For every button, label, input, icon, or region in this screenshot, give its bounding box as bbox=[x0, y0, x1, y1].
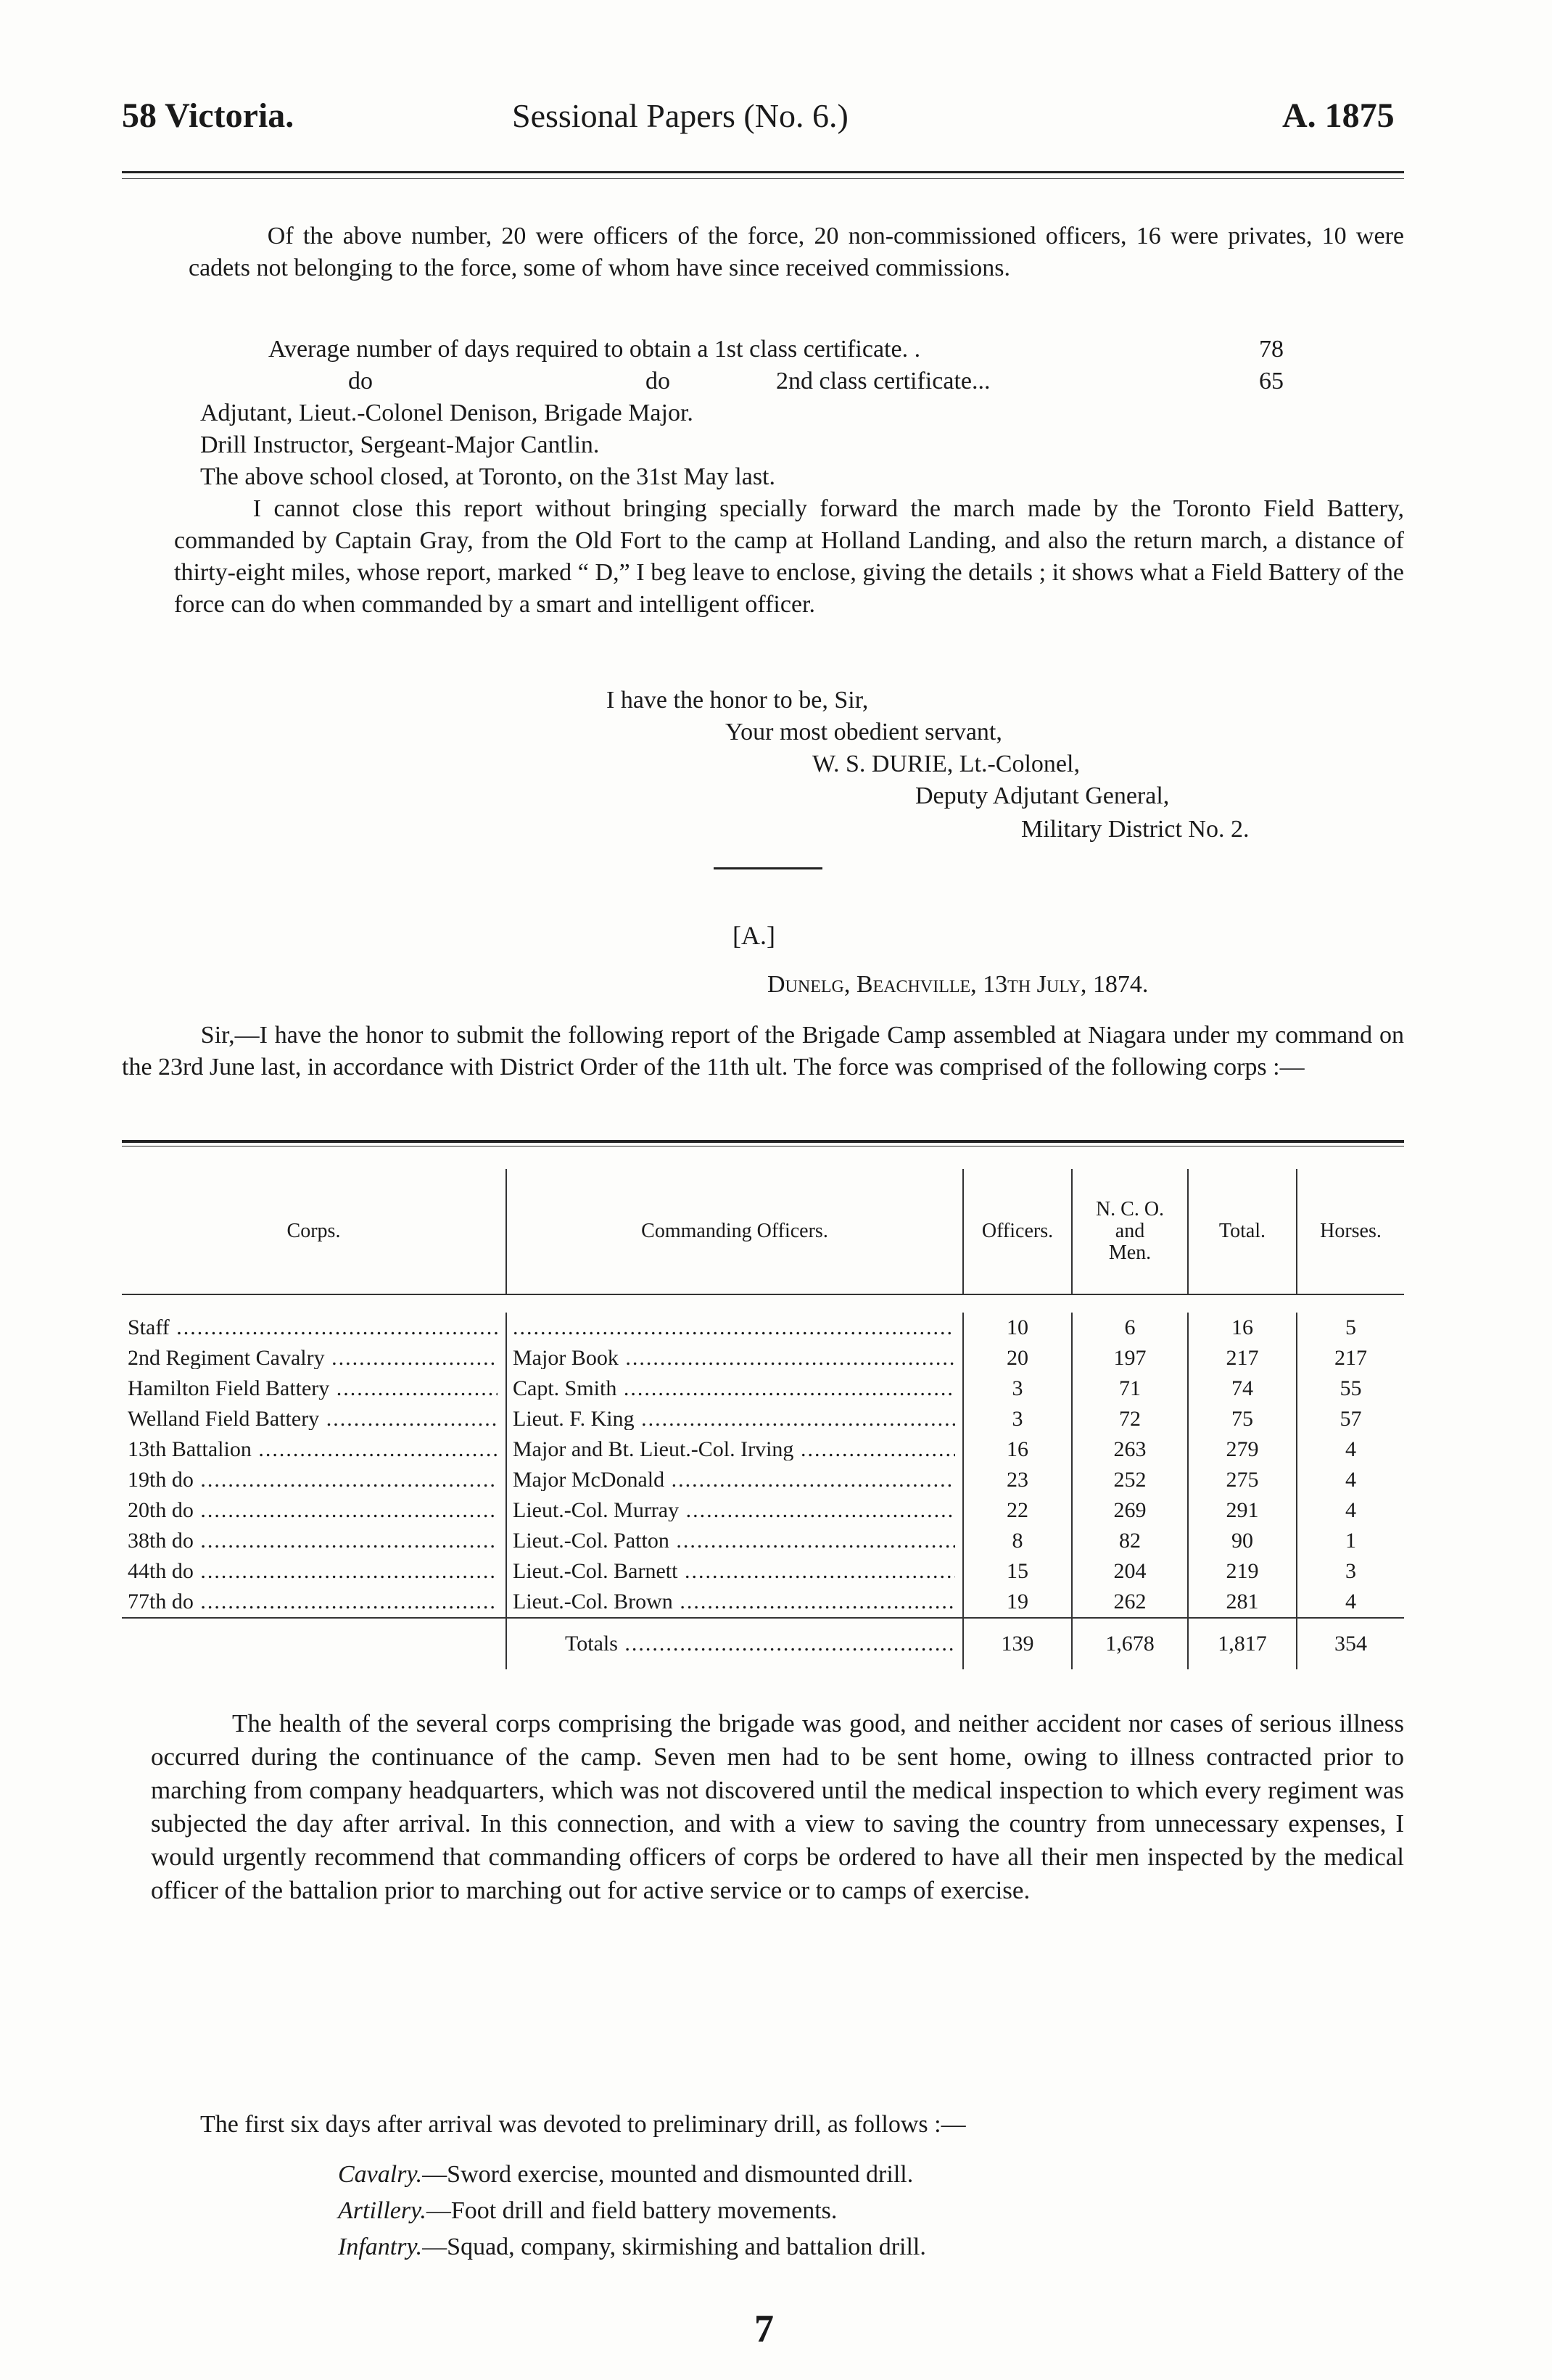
table-row bbox=[122, 1373, 1404, 1404]
commanding-officer-cell: Capt. Smith ..... bbox=[506, 1373, 963, 1404]
cert-line-2-label: 2nd class certificate... bbox=[776, 368, 991, 394]
commanding-officer-cell: Lieut.-Col. Murray ..... bbox=[506, 1495, 963, 1526]
table-top-rule bbox=[122, 1140, 1404, 1143]
table-row bbox=[122, 1495, 1404, 1526]
table-row bbox=[122, 1465, 1404, 1495]
corps-cell: 44th do ..... bbox=[122, 1556, 506, 1587]
commanding-officer-cell bbox=[506, 1313, 963, 1343]
totals-nco: 1,678 bbox=[1072, 1618, 1188, 1669]
table-row bbox=[122, 1313, 1404, 1343]
total-cell: 279 bbox=[1188, 1434, 1297, 1465]
officers-cell: 15 bbox=[963, 1556, 1072, 1587]
nco-men-cell: 72 bbox=[1072, 1404, 1188, 1434]
officers-paragraph-block bbox=[189, 220, 1404, 284]
cert-line-2-do-b: do bbox=[645, 368, 670, 394]
nco-men-cell: 252 bbox=[1072, 1465, 1188, 1495]
cert-line-1-value: 78 bbox=[1259, 336, 1284, 363]
officers-cell: 19 bbox=[963, 1587, 1072, 1618]
nco-men-cell: 82 bbox=[1072, 1526, 1188, 1556]
nco-men-cell: 204 bbox=[1072, 1556, 1188, 1587]
nco-men-cell: 6 bbox=[1072, 1313, 1188, 1343]
sir-paragraph-block bbox=[122, 1020, 1404, 1083]
nco-men-cell: 269 bbox=[1072, 1495, 1188, 1526]
table-row bbox=[122, 1434, 1404, 1465]
drill-list bbox=[338, 2157, 1353, 2265]
table-row bbox=[122, 1587, 1404, 1618]
horses-cell: 4 bbox=[1297, 1495, 1404, 1526]
totals-label: Totals ..... bbox=[506, 1618, 963, 1669]
officers-cell: 20 bbox=[963, 1343, 1072, 1373]
signature-title-1: Deputy Adjutant General, bbox=[915, 782, 1170, 809]
horses-cell: 4 bbox=[1297, 1465, 1404, 1495]
nco-men-cell: 262 bbox=[1072, 1587, 1188, 1618]
corps-cell: 13th Battalion ..... bbox=[122, 1434, 506, 1465]
commanding-officer-cell: Lieut.-Col. Brown ..... bbox=[506, 1587, 963, 1618]
horses-cell: 5 bbox=[1297, 1313, 1404, 1343]
certificate-block bbox=[268, 334, 1284, 397]
corps-cell: 2nd Regiment Cavalry ..... bbox=[122, 1343, 506, 1373]
corps-cell: 38th do ..... bbox=[122, 1526, 506, 1556]
officers-paragraph: Of the above number, 20 were officers of the force, 20 non-commissioned officers, 16 were privates, 10 were cadets not belonging to the force, some of whom have since received commissions. bbox=[189, 223, 1404, 281]
header-year: A. 1875 bbox=[1282, 96, 1395, 135]
total-cell: 90 bbox=[1188, 1526, 1297, 1556]
drill-item-cavalry: Cavalry.—Sword exercise, mounted and dismounted drill. bbox=[338, 2161, 914, 2188]
page-number: 7 bbox=[754, 2307, 774, 2350]
signature-name: W. S. DURIE, Lt.-Colonel, bbox=[812, 751, 1080, 777]
health-paragraph-block bbox=[151, 1707, 1404, 1907]
drill-intro: The first six days after arrival was devoted to preliminary drill, as follows :— bbox=[200, 2111, 966, 2138]
col-header-total: Total. bbox=[1188, 1169, 1297, 1294]
totals-row bbox=[122, 1618, 1404, 1669]
table-row bbox=[122, 1526, 1404, 1556]
staff-lines bbox=[200, 397, 1410, 493]
horses-cell: 4 bbox=[1297, 1587, 1404, 1618]
corps-cell: 20th do ..... bbox=[122, 1495, 506, 1526]
horses-cell: 57 bbox=[1297, 1404, 1404, 1434]
total-cell: 74 bbox=[1188, 1373, 1297, 1404]
commanding-officer-cell: Major Book ..... bbox=[506, 1343, 963, 1373]
section-mark: [A.] bbox=[732, 921, 775, 950]
report-paragraph-block bbox=[174, 493, 1404, 621]
report-paragraph: I cannot close this report without bringing specially forward the march made by the Toronto Field Battery, commanded by Captain Gray, from the Old Fort to the camp at Holland Landing, and also the return march, a distance of thirty-eight miles, whose report, marked “ D,” I beg leave to enclose, giving the details ; it shows what a Field Battery of the force can do when commanded by a smart and intelligent officer. bbox=[174, 495, 1404, 618]
cert-line-1-label: Average number of days required to obtain a 1st class certificate. . bbox=[268, 336, 921, 363]
corps-cell: Staff ..... bbox=[122, 1313, 506, 1343]
corps-cell: 19th do ..... bbox=[122, 1465, 506, 1495]
commanding-officer-cell: Lieut.-Col. Patton ..... bbox=[506, 1526, 963, 1556]
total-cell: 291 bbox=[1188, 1495, 1297, 1526]
cert-line-2-do-a: do bbox=[348, 368, 373, 394]
corps-cell: 77th do ..... bbox=[122, 1587, 506, 1618]
col-header-corps: Corps. bbox=[286, 1220, 341, 1242]
commanding-officer-cell: Major McDonald ..... bbox=[506, 1465, 963, 1495]
cert-line-2 bbox=[268, 365, 1284, 397]
total-cell: 281 bbox=[1188, 1587, 1297, 1618]
totals-total: 1,817 bbox=[1188, 1618, 1297, 1669]
col-header-horses: Horses. bbox=[1297, 1169, 1404, 1294]
total-cell: 75 bbox=[1188, 1404, 1297, 1434]
health-paragraph: The health of the several corps comprising the brigade was good, and neither accident nor cases of serious illness occurred during the continuance of the camp. Seven men had to be sent home, owing to illness contracted prior to marching from company headquarters, which was not discovered until the medical inspection to which every regiment was subjected the day after arrival. In this connection, and with a view to saving the country from unnecessary expenses, I would urgently recommend that commanding officers of corps be ordered to have all their men inspected by the medical officer of the battalion prior to marching out for active service or to camps of exercise. bbox=[151, 1709, 1404, 1904]
horses-cell: 217 bbox=[1297, 1343, 1404, 1373]
officers-cell: 3 bbox=[963, 1404, 1072, 1434]
header-rule bbox=[122, 171, 1404, 173]
officers-cell: 22 bbox=[963, 1495, 1072, 1526]
table-row bbox=[122, 1556, 1404, 1587]
officers-cell: 8 bbox=[963, 1526, 1072, 1556]
corps-cell: Welland Field Battery ..... bbox=[122, 1404, 506, 1434]
dateline: Dunelg, Beachville, 13th July, 1874. bbox=[767, 971, 1149, 998]
officers-cell: 10 bbox=[963, 1313, 1072, 1343]
corps-table bbox=[122, 1169, 1404, 1669]
commanding-officer-cell: Major and Bt. Lieut.-Col. Irving ..... bbox=[506, 1434, 963, 1465]
commanding-officer-cell: Lieut.-Col. Barnett ..... bbox=[506, 1556, 963, 1587]
header-title: Sessional Papers (No. 6.) bbox=[512, 97, 849, 134]
col-header-nco: N. C. O. and Men. bbox=[1072, 1169, 1188, 1294]
total-cell: 217 bbox=[1188, 1343, 1297, 1373]
horses-cell: 3 bbox=[1297, 1556, 1404, 1587]
school-closed-line: The above school closed, at Toronto, on the 31st May last. bbox=[200, 463, 776, 490]
nco-men-cell: 263 bbox=[1072, 1434, 1188, 1465]
drill-intro-block bbox=[200, 2109, 1361, 2141]
drill-item-infantry: Infantry.—Squad, company, skirmishing and battalion drill. bbox=[338, 2234, 926, 2260]
totals-spacer bbox=[122, 1618, 506, 1669]
table-row bbox=[122, 1343, 1404, 1373]
nco-men-cell: 71 bbox=[1072, 1373, 1188, 1404]
officers-cell: 23 bbox=[963, 1465, 1072, 1495]
cert-line-1 bbox=[268, 334, 1284, 365]
sir-paragraph: Sir,—I have the honor to submit the following report of the Brigade Camp assembled at Niagara under my command on the 23rd June last, in accordance with District Order of the 11th ult. The force was comprised of the following corps :— bbox=[122, 1022, 1404, 1080]
drill-instructor-line: Drill Instructor, Sergeant-Major Cantlin. bbox=[200, 431, 600, 458]
table-header-row bbox=[122, 1169, 1404, 1294]
corps-cell: Hamilton Field Battery ..... bbox=[122, 1373, 506, 1404]
officers-cell: 16 bbox=[963, 1434, 1072, 1465]
section-divider bbox=[714, 867, 822, 869]
officers-cell: 3 bbox=[963, 1373, 1072, 1404]
horses-cell: 1 bbox=[1297, 1526, 1404, 1556]
header-rule-thin bbox=[122, 178, 1404, 179]
adjutant-line: Adjutant, Lieut.-Colonel Denison, Brigade Major. bbox=[200, 400, 693, 426]
totals-horses: 354 bbox=[1297, 1618, 1404, 1669]
table-row bbox=[122, 1404, 1404, 1434]
col-header-commanding: Commanding Officers. bbox=[506, 1169, 963, 1294]
horses-cell: 4 bbox=[1297, 1434, 1404, 1465]
col-header-officers: Officers. bbox=[963, 1169, 1072, 1294]
horses-cell: 55 bbox=[1297, 1373, 1404, 1404]
total-cell: 275 bbox=[1188, 1465, 1297, 1495]
signature-title-2: Military District No. 2. bbox=[1021, 816, 1250, 843]
total-cell: 219 bbox=[1188, 1556, 1297, 1587]
header-session: 58 Victoria. bbox=[122, 96, 294, 135]
totals-officers: 139 bbox=[963, 1618, 1072, 1669]
drill-item-artillery: Artillery.—Foot drill and field battery movements. bbox=[338, 2197, 838, 2224]
commanding-officer-cell: Lieut. F. King ..... bbox=[506, 1404, 963, 1434]
signature-servant: Your most obedient servant, bbox=[725, 719, 1002, 745]
nco-men-cell: 197 bbox=[1072, 1343, 1188, 1373]
total-cell: 16 bbox=[1188, 1313, 1297, 1343]
cert-line-2-value: 65 bbox=[1259, 368, 1284, 394]
signature-closing: I have the honor to be, Sir, bbox=[606, 687, 869, 714]
